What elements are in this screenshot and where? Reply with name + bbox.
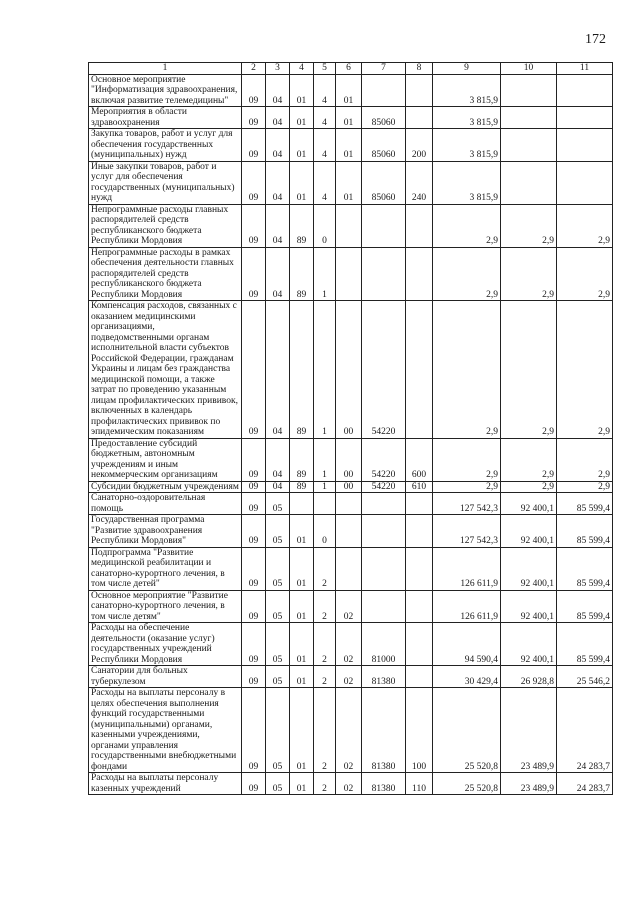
code-cell: 00 [336,438,362,481]
column-header: 1 [89,63,242,75]
amount-cell: 92 400,1 [501,590,557,623]
code-cell: 09 [242,129,266,162]
code-cell: 610 [406,481,433,493]
code-cell: 04 [266,481,290,493]
code-cell: 85060 [362,161,406,204]
code-cell: 81380 [362,666,406,688]
amount-cell: 2,9 [501,481,557,493]
code-cell [406,493,433,515]
code-cell: 09 [242,547,266,590]
row-name-cell: Расходы на обеспечение деятельности (оказание услуг) государственных учреждений Республики Мордовия [89,623,242,666]
column-header: 3 [266,63,290,75]
amount-cell: 2,9 [557,247,613,301]
amount-cell: 2,9 [433,481,501,493]
row-name-cell: Государственная программа "Развитие здравоохранения Республики Мордовия" [89,515,242,548]
code-cell: 01 [290,688,314,773]
row-name-cell: Предоставление субсидий бюджетным, автономным учреждениям и иным некоммерческим организациям [89,438,242,481]
code-cell [336,547,362,590]
code-cell: 05 [266,623,290,666]
code-cell [406,547,433,590]
code-cell [362,204,406,247]
row-name-cell: Мероприятия в области здравоохранения [89,107,242,129]
code-cell: 01 [290,161,314,204]
code-cell [362,547,406,590]
amount-cell: 25 520,8 [433,773,501,795]
code-cell: 2 [314,773,336,795]
code-cell [406,301,433,439]
amount-cell: 3 815,9 [433,74,501,107]
code-cell: 04 [266,301,290,439]
code-cell [406,107,433,129]
amount-cell: 2,9 [501,438,557,481]
code-cell: 85060 [362,129,406,162]
code-cell: 01 [290,547,314,590]
row-name-cell: Основное мероприятие "Информатизация здравоохранения, включая развитие телемедицины" [89,74,242,107]
amount-cell [501,107,557,129]
column-header: 10 [501,63,557,75]
row-name-cell: Расходы на выплаты персоналу казенных учреждений [89,773,242,795]
code-cell: 01 [290,666,314,688]
code-cell: 81000 [362,623,406,666]
code-cell: 1 [314,247,336,301]
amount-cell: 25 546,2 [557,666,613,688]
code-cell [362,74,406,107]
table-row [89,129,613,162]
row-name-cell: Закупка товаров, работ и услуг для обеспечения государственных (муниципальных) нужд [89,129,242,162]
table-row [89,547,613,590]
table-row [89,515,613,548]
table-row [89,161,613,204]
code-cell: 4 [314,74,336,107]
code-cell: 89 [290,438,314,481]
row-name-cell: Компенсация расходов, связанных с оказанием медицинскими организациями, подведомственными органам исполнительной власти субъектов Российской Федерации, гражданам Украины и лицам без гражданства медицинской помощи, а также затрат по проведению указанным лицам профилактических прививок, включенных в календарь профилактических прививок по эпидемическим показаниям [89,301,242,439]
amount-cell: 3 815,9 [433,107,501,129]
amount-cell: 92 400,1 [501,493,557,515]
code-cell: 04 [266,161,290,204]
code-cell [336,204,362,247]
amount-cell: 94 590,4 [433,623,501,666]
amount-cell: 23 489,9 [501,688,557,773]
code-cell: 09 [242,688,266,773]
code-cell: 09 [242,161,266,204]
row-name-cell: Субсидии бюджетным учреждениям [89,481,242,493]
code-cell: 2 [314,666,336,688]
code-cell: 04 [266,74,290,107]
table-row [89,481,613,493]
code-cell: 00 [336,301,362,439]
code-cell: 05 [266,773,290,795]
amount-cell: 2,9 [557,301,613,439]
code-cell [336,493,362,515]
column-header: 2 [242,63,266,75]
amount-cell: 85 599,4 [557,493,613,515]
amount-cell: 25 520,8 [433,688,501,773]
code-cell: 110 [406,773,433,795]
code-cell: 1 [314,481,336,493]
amount-cell: 85 599,4 [557,547,613,590]
row-name-cell: Санаторно-оздоровительная помощь [89,493,242,515]
code-cell: 00 [336,481,362,493]
amount-cell: 127 542,3 [433,493,501,515]
table-row [89,623,613,666]
code-cell: 01 [336,107,362,129]
code-cell: 240 [406,161,433,204]
amount-cell [557,107,613,129]
page-number: 172 [585,32,606,47]
code-cell: 09 [242,107,266,129]
code-cell: 01 [336,161,362,204]
code-cell: 04 [266,438,290,481]
code-cell: 09 [242,515,266,548]
amount-cell: 92 400,1 [501,547,557,590]
amount-cell [501,129,557,162]
code-cell: 09 [242,204,266,247]
table-row [89,773,613,795]
table-row [89,107,613,129]
column-header: 7 [362,63,406,75]
code-cell [406,666,433,688]
code-cell: 54220 [362,438,406,481]
code-cell: 89 [290,247,314,301]
amount-cell: 3 815,9 [433,161,501,204]
amount-cell: 24 283,7 [557,688,613,773]
code-cell: 04 [266,247,290,301]
code-cell: 02 [336,773,362,795]
code-cell: 54220 [362,481,406,493]
column-header: 6 [336,63,362,75]
code-cell [336,247,362,301]
code-cell: 01 [290,129,314,162]
table-row [89,666,613,688]
row-name-cell: Основное мероприятие "Развитие санаторно-курортного лечения, в том числе детям" [89,590,242,623]
code-cell [406,590,433,623]
code-cell: 09 [242,481,266,493]
code-cell: 09 [242,247,266,301]
code-cell: 0 [314,515,336,548]
column-header: 5 [314,63,336,75]
amount-cell: 2,9 [557,204,613,247]
amount-cell: 30 429,4 [433,666,501,688]
table-row [89,688,613,773]
table-row [89,74,613,107]
code-cell: 05 [266,547,290,590]
row-name-cell: Санатории для больных туберкулезом [89,666,242,688]
amount-cell: 26 928,8 [501,666,557,688]
amount-cell: 85 599,4 [557,590,613,623]
code-cell: 01 [336,74,362,107]
code-cell: 05 [266,666,290,688]
table-header-row [89,63,613,75]
code-cell: 4 [314,161,336,204]
code-cell: 05 [266,493,290,515]
row-name-cell: Расходы на выплаты персоналу в целях обеспечения выполнения функций государственными (муниципальными) органами, казенными учреждениями, органами управления государственными внебюджетными фондами [89,688,242,773]
code-cell: 01 [290,590,314,623]
amount-cell [501,74,557,107]
code-cell [336,515,362,548]
code-cell: 05 [266,515,290,548]
code-cell: 600 [406,438,433,481]
table-row [89,438,613,481]
code-cell: 85060 [362,107,406,129]
amount-cell: 2,9 [433,204,501,247]
code-cell: 1 [314,301,336,439]
code-cell: 2 [314,688,336,773]
code-cell: 09 [242,493,266,515]
code-cell: 04 [266,204,290,247]
amount-cell: 24 283,7 [557,773,613,795]
code-cell [314,493,336,515]
code-cell: 81380 [362,773,406,795]
code-cell: 02 [336,688,362,773]
amount-cell: 85 599,4 [557,515,613,548]
code-cell [406,74,433,107]
row-name-cell: Непрограммные расходы главных распорядителей средств республиканского бюджета Республики Мордовия [89,204,242,247]
amount-cell: 92 400,1 [501,623,557,666]
amount-cell [557,129,613,162]
amount-cell: 85 599,4 [557,623,613,666]
amount-cell: 127 542,3 [433,515,501,548]
amount-cell: 126 611,9 [433,590,501,623]
code-cell: 01 [290,107,314,129]
table-row [89,301,613,439]
amount-cell [501,161,557,204]
code-cell [362,247,406,301]
code-cell: 2 [314,623,336,666]
code-cell [362,515,406,548]
amount-cell: 2,9 [433,438,501,481]
amount-cell: 23 489,9 [501,773,557,795]
code-cell: 09 [242,623,266,666]
code-cell: 02 [336,623,362,666]
row-name-cell: Непрограммные расходы в рамках обеспечения деятельности главных распорядителей средств республиканского бюджета Республики Мордовия [89,247,242,301]
code-cell: 81380 [362,688,406,773]
code-cell: 04 [266,129,290,162]
code-cell: 02 [336,590,362,623]
code-cell: 89 [290,481,314,493]
code-cell: 01 [290,74,314,107]
code-cell [362,590,406,623]
code-cell: 09 [242,666,266,688]
code-cell [406,204,433,247]
column-header: 11 [557,63,613,75]
code-cell [406,247,433,301]
table-row [89,247,613,301]
column-header: 8 [406,63,433,75]
code-cell: 09 [242,590,266,623]
code-cell: 01 [290,515,314,548]
table-row [89,204,613,247]
row-name-cell: Подпрограмма "Развитие медицинской реабилитации и санаторно-курортного лечения, в том числе детей" [89,547,242,590]
code-cell: 4 [314,129,336,162]
code-cell: 02 [336,666,362,688]
amount-cell: 2,9 [501,247,557,301]
code-cell: 89 [290,204,314,247]
code-cell [406,623,433,666]
column-header: 9 [433,63,501,75]
table-row [89,590,613,623]
amount-cell: 2,9 [501,301,557,439]
column-header: 4 [290,63,314,75]
code-cell: 0 [314,204,336,247]
code-cell [290,493,314,515]
row-name-cell: Иные закупки товаров, работ и услуг для обеспечения государственных (муниципальных) нужд [89,161,242,204]
code-cell: 01 [336,129,362,162]
code-cell: 4 [314,107,336,129]
code-cell: 09 [242,74,266,107]
code-cell: 2 [314,547,336,590]
code-cell: 04 [266,107,290,129]
amount-cell: 2,9 [433,247,501,301]
amount-cell: 3 815,9 [433,129,501,162]
amount-cell: 2,9 [557,438,613,481]
amount-cell: 2,9 [501,204,557,247]
code-cell: 05 [266,688,290,773]
amount-cell: 2,9 [433,301,501,439]
amount-cell: 92 400,1 [501,515,557,548]
code-cell: 100 [406,688,433,773]
budget-table [88,62,613,795]
code-cell: 09 [242,438,266,481]
code-cell [406,515,433,548]
amount-cell: 126 611,9 [433,547,501,590]
code-cell: 54220 [362,301,406,439]
code-cell: 09 [242,773,266,795]
code-cell: 05 [266,590,290,623]
code-cell: 09 [242,301,266,439]
code-cell: 200 [406,129,433,162]
code-cell: 01 [290,773,314,795]
code-cell: 01 [290,623,314,666]
amount-cell [557,161,613,204]
amount-cell: 2,9 [557,481,613,493]
code-cell: 89 [290,301,314,439]
code-cell: 2 [314,590,336,623]
table-row [89,493,613,515]
code-cell: 1 [314,438,336,481]
code-cell [362,493,406,515]
amount-cell [557,74,613,107]
